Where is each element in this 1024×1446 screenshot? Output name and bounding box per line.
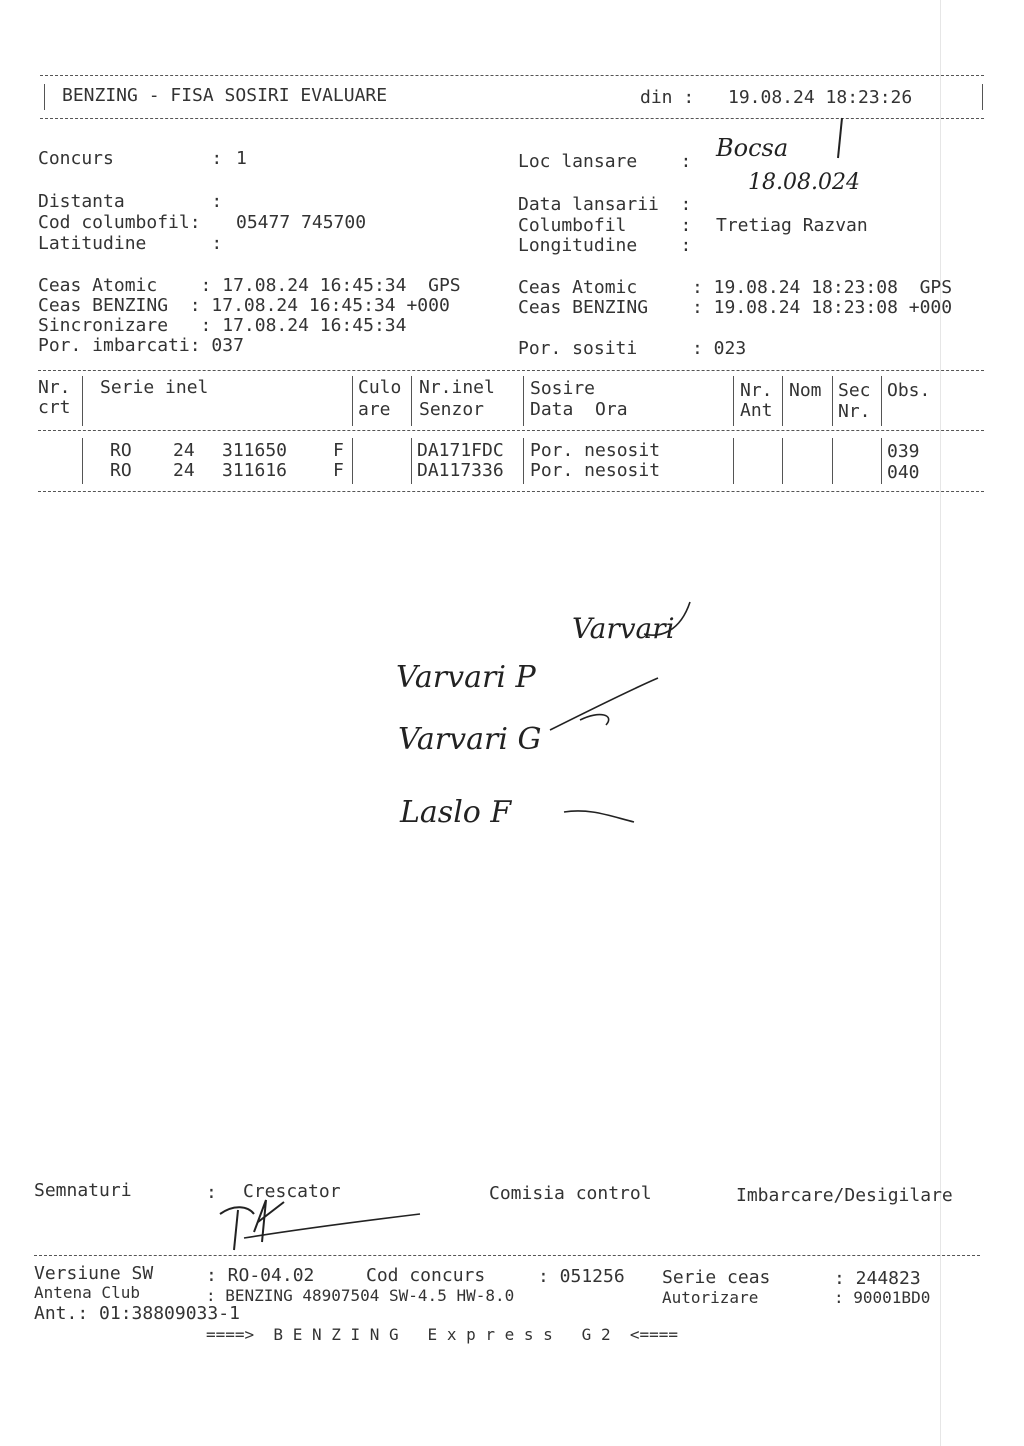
th-sec-1: Sec bbox=[838, 380, 871, 401]
document-title: BENZING - FISA SOSIRI EVALUARE bbox=[62, 85, 388, 106]
cod-concurs-label: Cod concurs bbox=[366, 1265, 486, 1286]
cell-arrival: Por. nesosit bbox=[530, 460, 661, 481]
th-nr-inel: Nr.inel bbox=[419, 377, 495, 398]
th-obs: Obs. bbox=[887, 380, 931, 401]
left-ceas-atomic: Ceas Atomic : 17.08.24 16:45:34 GPS bbox=[38, 275, 461, 296]
columbofil-label: Columbofil : bbox=[518, 215, 692, 236]
col-divider bbox=[411, 376, 412, 426]
col-divider bbox=[352, 438, 353, 484]
handwritten-tick-mark bbox=[830, 114, 850, 164]
cod-columbofil-label: Cod columbofil: bbox=[38, 212, 201, 233]
table-bottom-rule bbox=[38, 491, 984, 492]
th-nr-ant-2: Ant bbox=[740, 400, 773, 421]
cell-sensor: DA117336 bbox=[417, 460, 504, 481]
brand-line: ====> B E N Z I N G E x p r e s s G 2 <==== bbox=[206, 1325, 679, 1344]
latitudine-label: Latitudine : bbox=[38, 233, 223, 254]
data-lansarii-label: Data lansarii : bbox=[518, 194, 692, 215]
left-sincronizare: Sincronizare : 17.08.24 16:45:34 bbox=[38, 315, 407, 336]
col-divider bbox=[523, 376, 524, 426]
cell-country: RO bbox=[110, 460, 132, 481]
longitudine-label: Longitudine : bbox=[518, 235, 692, 256]
cell-sex: F bbox=[333, 440, 344, 461]
th-data-ora: Data Ora bbox=[530, 399, 628, 420]
handwritten-strikethrough bbox=[540, 670, 670, 740]
th-culoare-2: are bbox=[358, 399, 391, 420]
cell-sex: F bbox=[333, 460, 344, 481]
serie-ceas-label: Serie ceas bbox=[662, 1267, 771, 1288]
cell-country: RO bbox=[110, 440, 132, 461]
cell-year: 24 bbox=[173, 460, 195, 481]
crescator-label: Crescator bbox=[243, 1181, 341, 1202]
col-divider bbox=[523, 438, 524, 484]
th-culoare-1: Culo bbox=[358, 377, 402, 398]
right-ceas-atomic-label: Ceas Atomic bbox=[518, 277, 638, 298]
imbarcare-desigilare-label: Imbarcare/Desigilare bbox=[736, 1185, 953, 1206]
th-nom: Nom bbox=[789, 380, 822, 401]
handwritten-data-lansarii: 18.08.024 bbox=[748, 170, 860, 195]
th-crt: crt bbox=[38, 397, 71, 418]
header-top-rule bbox=[40, 75, 984, 76]
antena-club-value: : BENZING 48907504 SW-4.5 HW-8.0 bbox=[206, 1286, 515, 1305]
cell-ring: 311616 bbox=[222, 460, 288, 481]
th-serie-inel: Serie inel bbox=[100, 377, 209, 398]
col-divider bbox=[82, 376, 83, 426]
th-sec-2: Nr. bbox=[838, 401, 871, 422]
header-bottom-rule bbox=[40, 118, 984, 119]
col-divider bbox=[782, 376, 783, 426]
columbofil-value: Tretiag Razvan bbox=[716, 215, 868, 236]
cell-arrival: Por. nesosit bbox=[530, 440, 661, 461]
col-divider bbox=[733, 376, 734, 426]
handwritten-tail-stroke bbox=[560, 800, 640, 830]
page-edge-line bbox=[940, 0, 941, 1446]
cod-concurs-value: : 051256 bbox=[538, 1266, 625, 1287]
col-divider bbox=[881, 438, 882, 484]
header-left-bar bbox=[44, 84, 45, 110]
handwritten-note-line1b: Varvari bbox=[572, 612, 675, 645]
versiune-sw-value: : RO-04.02 bbox=[206, 1265, 315, 1286]
cell-year: 24 bbox=[173, 440, 195, 461]
antena-club-label: Antena Club bbox=[34, 1283, 140, 1302]
footer-rule bbox=[34, 1255, 980, 1256]
right-por-sositi-label: Por. sositi bbox=[518, 338, 638, 359]
versiune-sw-label: Versiune SW bbox=[34, 1263, 154, 1284]
right-ceas-benzing-label: Ceas BENZING bbox=[518, 297, 649, 318]
comisia-control-label: Comisia control bbox=[489, 1183, 652, 1204]
right-por-sositi-value: : 023 bbox=[692, 338, 747, 359]
col-divider bbox=[832, 438, 833, 484]
cell-ring: 311650 bbox=[222, 440, 288, 461]
left-por-imbarcati: Por. imbarcati: 037 bbox=[38, 335, 244, 356]
cell-sensor: DA171FDC bbox=[417, 440, 504, 461]
col-divider bbox=[733, 438, 734, 484]
concurs-value: 1 bbox=[236, 148, 247, 169]
th-senzor: Senzor bbox=[419, 399, 485, 420]
col-divider bbox=[881, 376, 882, 426]
header-right-bar bbox=[982, 84, 983, 110]
col-divider bbox=[411, 438, 412, 484]
cod-columbofil-value: 05477 745700 bbox=[236, 212, 367, 233]
th-nr: Nr. bbox=[38, 377, 71, 398]
loc-lansare-label: Loc lansare : bbox=[518, 151, 692, 172]
serie-ceas-value: : 244823 bbox=[834, 1268, 921, 1289]
handwritten-note-line3: Laslo F bbox=[400, 795, 512, 830]
right-ceas-benzing-value: : 19.08.24 18:23:08 +000 bbox=[692, 297, 953, 318]
table-top-rule bbox=[38, 370, 984, 371]
right-ceas-atomic-value: : 19.08.24 18:23:08 GPS bbox=[692, 277, 953, 298]
din-value: 19.08.24 18:23:26 bbox=[728, 87, 913, 108]
col-divider bbox=[782, 438, 783, 484]
semnaturi-colon: : bbox=[206, 1182, 217, 1203]
handwritten-note-line2: Varvari G bbox=[398, 722, 542, 757]
left-ceas-benzing: Ceas BENZING : 17.08.24 16:45:34 +000 bbox=[38, 295, 450, 316]
crescator-signature bbox=[214, 1192, 434, 1262]
cell-obs: 040 bbox=[887, 462, 920, 483]
table-header-rule bbox=[38, 430, 984, 431]
concurs-label: Concurs : bbox=[38, 148, 223, 169]
semnaturi-label: Semnaturi bbox=[34, 1180, 132, 1201]
cell-obs: 039 bbox=[887, 441, 920, 462]
col-divider bbox=[82, 438, 83, 484]
antenna-id: Ant.: 01:38809033-1 bbox=[34, 1303, 240, 1324]
handwritten-loc-lansare: Bocsa bbox=[716, 134, 789, 162]
col-divider bbox=[832, 376, 833, 426]
din-label: din : bbox=[640, 87, 695, 108]
col-divider bbox=[352, 376, 353, 426]
autorizare-value: : 90001BD0 bbox=[834, 1288, 931, 1307]
autorizare-label: Autorizare bbox=[662, 1288, 759, 1307]
th-nr-ant-1: Nr. bbox=[740, 380, 773, 401]
handwritten-note-line1a: Varvari P bbox=[396, 660, 536, 695]
distanta-label: Distanta : bbox=[38, 191, 223, 212]
th-sosire: Sosire bbox=[530, 378, 596, 399]
